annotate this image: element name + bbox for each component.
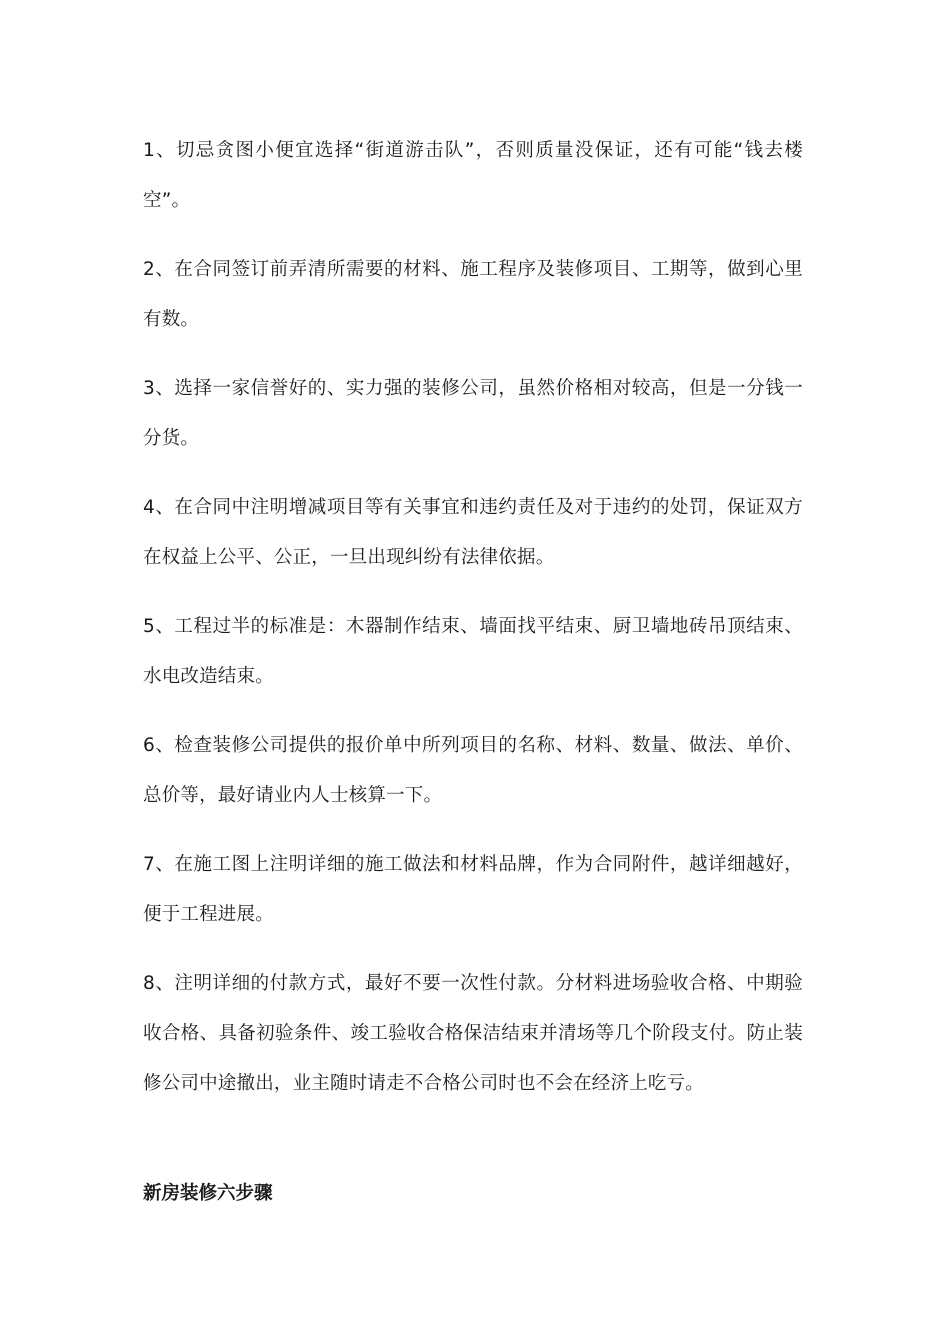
list-item: 1、切忌贪图小便宜选择“街道游击队”，否则质量没保证，还有可能“钱去楼空”。 <box>143 140 803 211</box>
list-item: 7、在施工图上注明详细的施工做法和材料品牌，作为合同附件，越详细越好，便于工程进展。 <box>143 854 803 925</box>
list-item: 5、工程过半的标准是：木器制作结束、墙面找平结束、厨卫墙地砖吊顶结束、水电改造结束。 <box>143 616 803 687</box>
document-body <box>143 126 803 1128</box>
list-item: 3、选择一家信誉好的、实力强的装修公司，虽然价格相对较高，但是一分钱一分货。 <box>143 378 803 449</box>
list-item: 6、检查装修公司提供的报价单中所列项目的名称、材料、数量、做法、单价、总价等，最好请业内人士核算一下。 <box>143 735 803 806</box>
list-item: 4、在合同中注明增减项目等有关事宜和违约责任及对于违约的处罚，保证双方在权益上公平、公正，一旦出现纠纷有法律依据。 <box>143 497 803 568</box>
list-item: 2、在合同签订前弄清所需要的材料、施工程序及装修项目、工期等，做到心里有数。 <box>143 259 803 330</box>
section-heading: 新房装修六步骤 <box>143 1183 273 1204</box>
list-item: 8、注明详细的付款方式，最好不要一次性付款。分材料进场验收合格、中期验收合格、具备初验条件、竣工验收合格保洁结束并清场等几个阶段支付。防止装修公司中途撤出，业主随时请走不合格公司时也不会在经济上吃亏。 <box>143 973 803 1094</box>
